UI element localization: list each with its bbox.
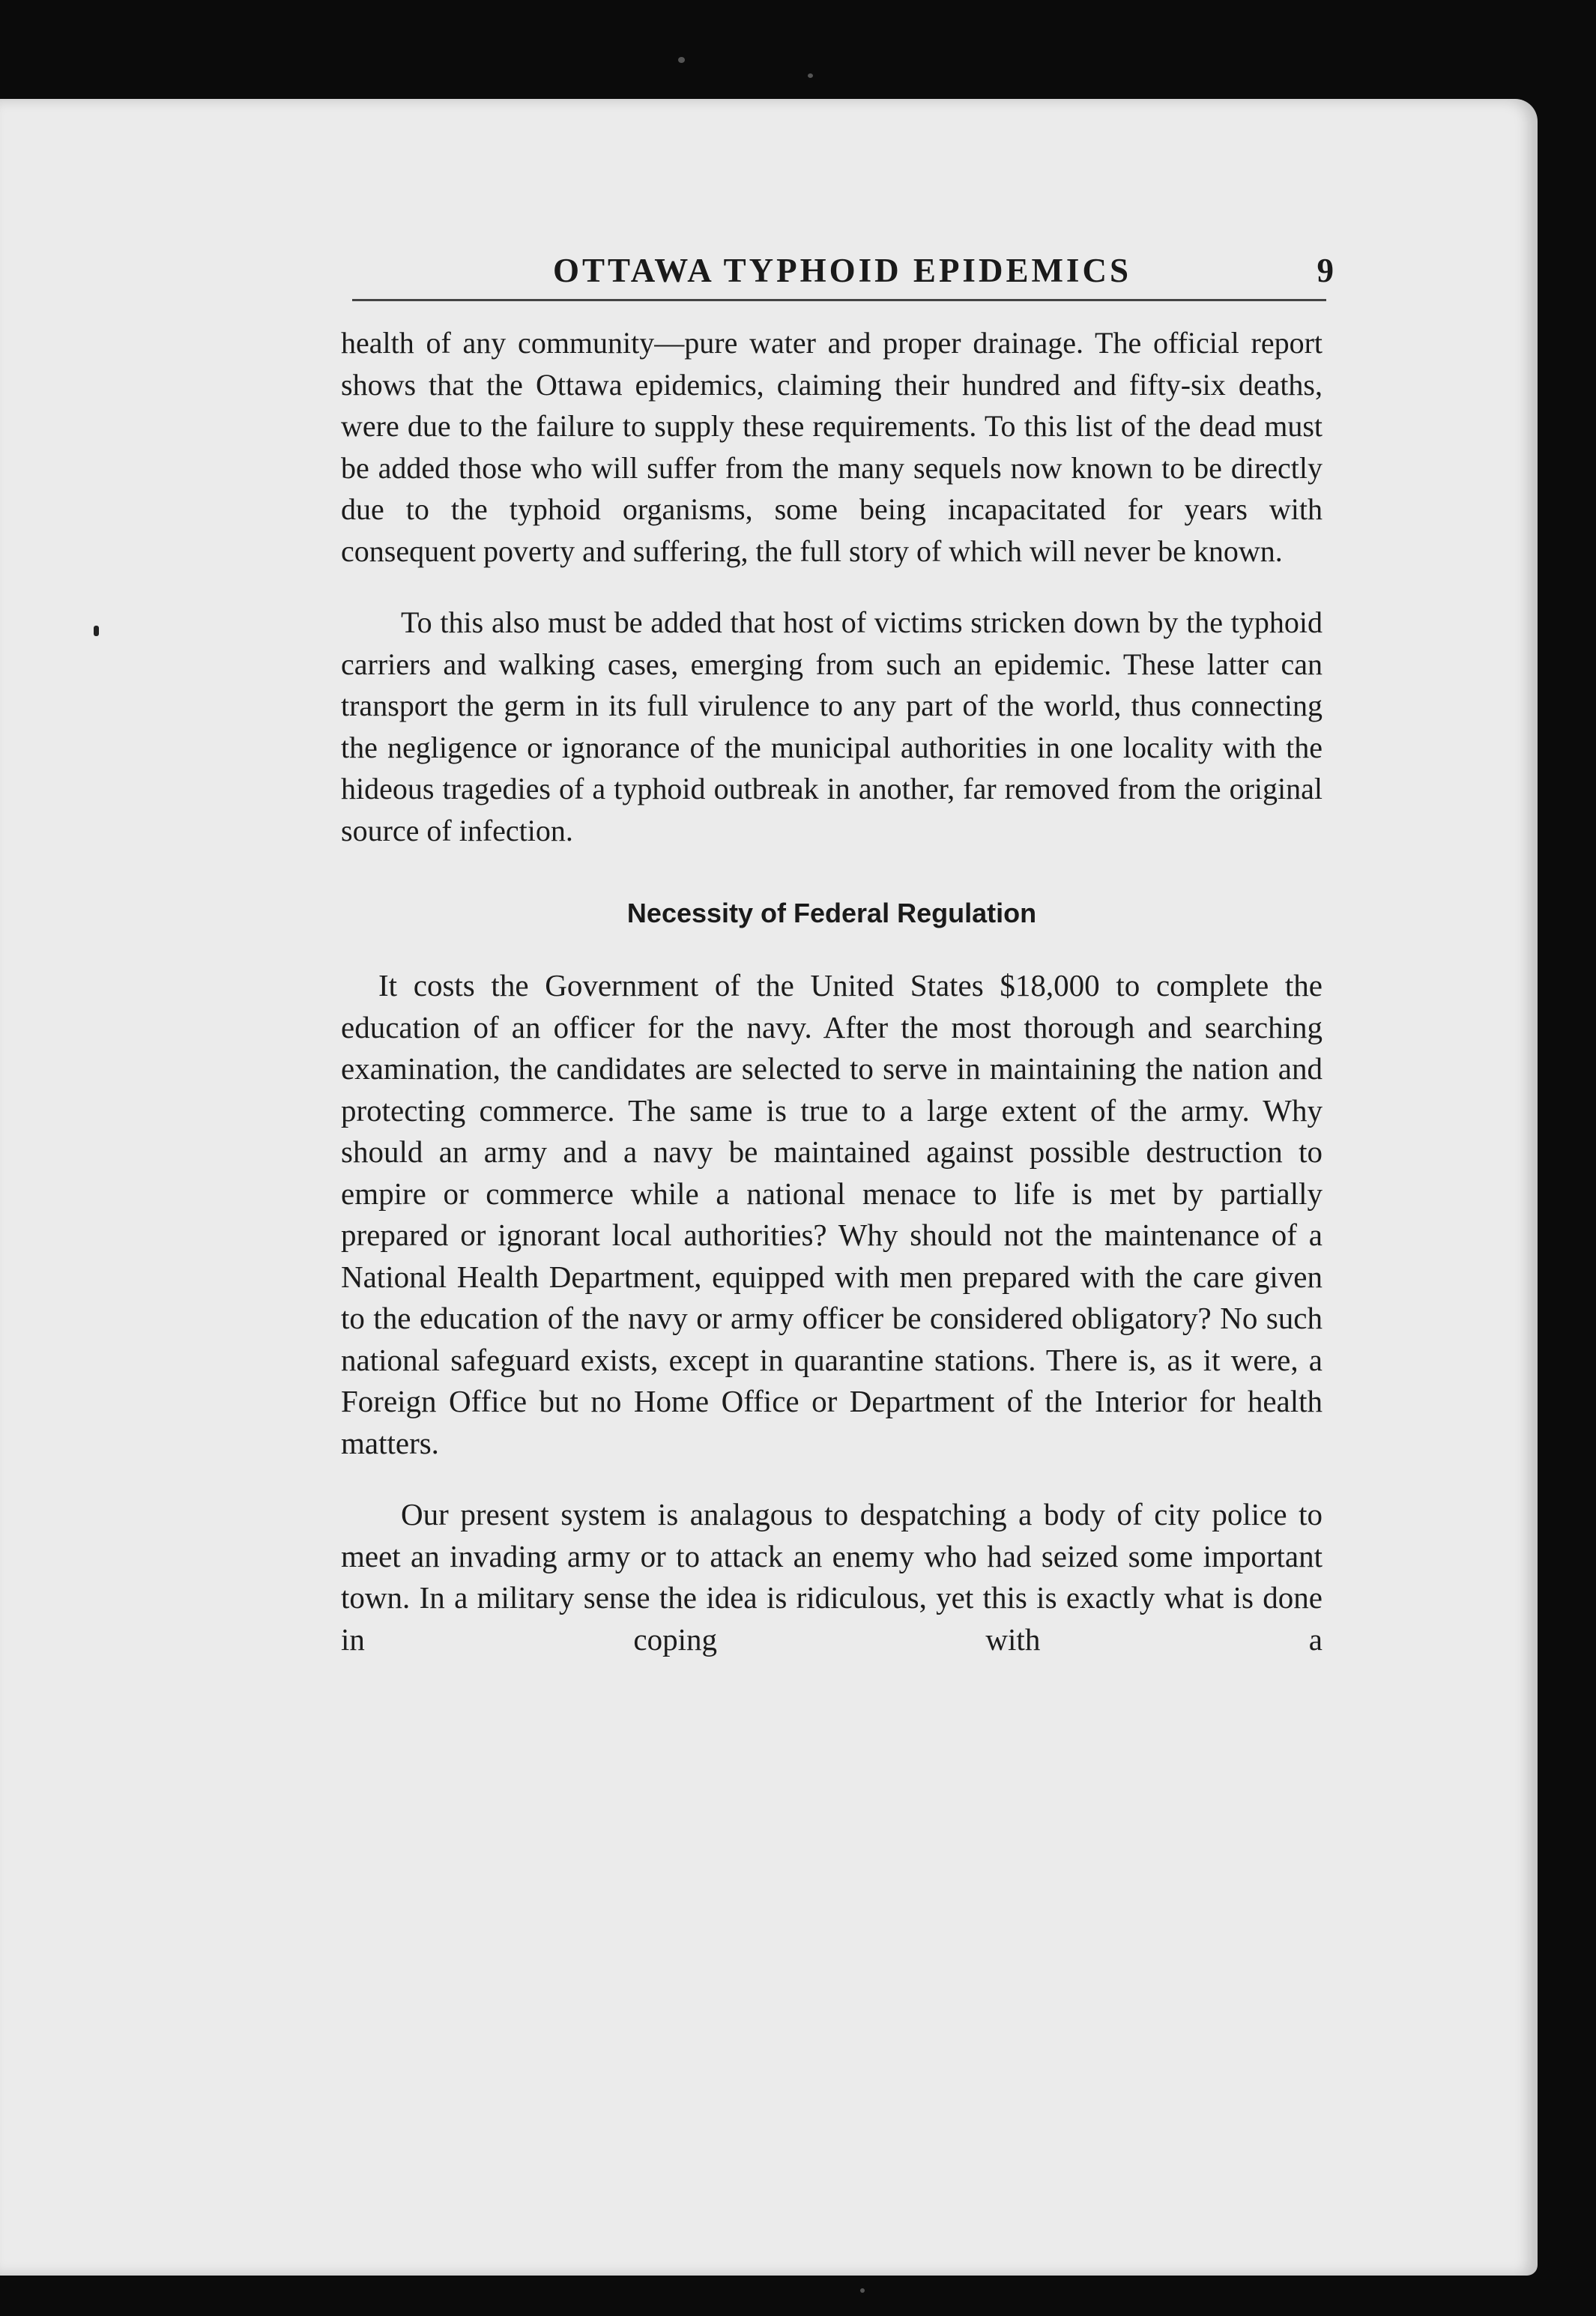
paragraph-1: health of any community—pure water and proper drainage. The official report shows that the Ottawa epidemics, claiming their hundred and fifty-six deaths, were due to the failure to supply these requirements. To this list of the dead must be added those who will suffer from the many sequels now known to be directly due to the typhoid organisms, some being incapacitated for years with consequent poverty and suffering, the full story of which will never be known. bbox=[341, 326, 1323, 568]
paragraph-2: To this also must be added that host of victims stricken down by the typhoid carriers and walking cases, emerging from such an epidemic. These latter can transport the germ in its full virulence to any part of the world, thus connecting the negligence or ignorance of the municipal authorities in one locality with the hideous tragedies of a typhoid outbreak in another, far removed from the original source of infection. bbox=[341, 605, 1323, 847]
section-heading: Necessity of Federal Regulation bbox=[626, 898, 1037, 928]
margin-mark bbox=[94, 626, 99, 636]
header-rule bbox=[352, 299, 1326, 301]
running-title: OTTAWA TYPHOID EPIDEMICS bbox=[553, 252, 1131, 289]
scan-speck bbox=[808, 73, 813, 78]
scan-speck bbox=[860, 2288, 865, 2293]
paragraph-4: Our present system is analagous to despatching a body of city police to meet an invading army or to attack an enemy who had seized some important town. In a military sense the idea is ridiculous, yet this is exactly what is done in coping with a bbox=[341, 1497, 1323, 1657]
page-header bbox=[352, 251, 1334, 311]
page-number: 9 bbox=[1317, 252, 1334, 289]
scan-speck bbox=[678, 57, 685, 63]
body-text bbox=[341, 322, 1323, 1660]
paragraph-3: It costs the Government of the United States $18,000 to complete the education of an officer for the navy. After the most thorough and searching examination, the candidates are selected to serve in maintaining the nation and protecting commerce. The same is true to a large extent of the army. Why should an army and a navy be maintained against possible destruction to empire or commerce while a national menace to life is met by partially prepared or ignorant local authorities? Why should not the maintenance of a National Health Department, equipped with men prepared with the care given to the education of the navy or army officer be considered obligatory? No such national safeguard exists, except in quarantine stations. There is, as it were, a Foreign Office but no Home Office or Department of the Interior for health matters. bbox=[341, 968, 1323, 1460]
